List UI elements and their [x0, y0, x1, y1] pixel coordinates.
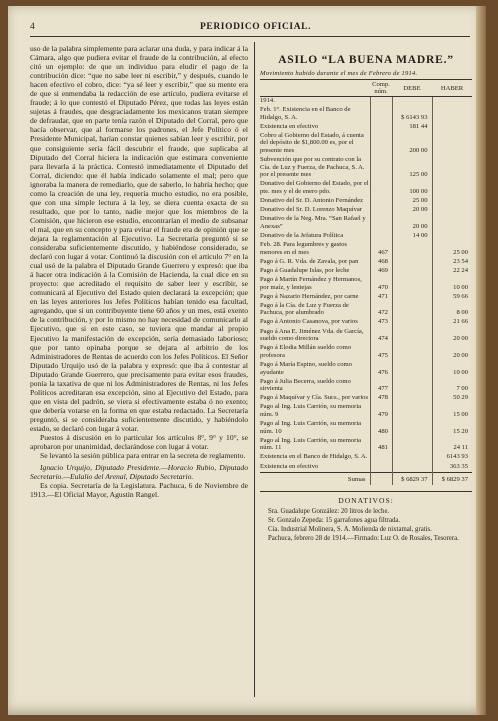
- debe-cell: [392, 267, 432, 276]
- comp-cell: 476: [370, 361, 392, 378]
- table-row: [260, 156, 472, 180]
- table-row: [260, 453, 472, 462]
- binding-edge: [476, 6, 486, 715]
- concept-cell: Existencia en efectivo: [260, 122, 319, 130]
- table-row: [260, 132, 472, 156]
- debe-cell: 100 00: [392, 180, 432, 197]
- sum-haber: $ 6829 37: [432, 472, 472, 485]
- donativos-title: DONATIVOS:: [260, 491, 472, 505]
- donativo-item: Sr. Gonzalo Zepeda: 15 garrafones agua filtrada.: [268, 516, 401, 524]
- debe-cell: 20 00: [392, 206, 432, 215]
- debe-cell: [392, 361, 432, 378]
- table-row: [260, 420, 472, 437]
- comp-cell: [370, 197, 392, 206]
- concept-cell: Pago al Ing. Luis Carrión, su memoria núm. 9: [260, 403, 362, 418]
- accounts-table: [260, 79, 472, 485]
- haber-cell: 15 00: [432, 403, 472, 420]
- debe-cell: [392, 241, 432, 258]
- donativo-item: Cía. Industrial Molinera, S. A. Molienda de nixtamal, gratis.: [268, 525, 432, 533]
- comp-cell: [370, 132, 392, 156]
- debe-cell: 25 00: [392, 197, 432, 206]
- table-row: [260, 302, 472, 319]
- debe-cell: [392, 453, 432, 462]
- comp-cell: [370, 180, 392, 197]
- haber-cell: 20 00: [432, 328, 472, 345]
- debe-cell: [392, 378, 432, 395]
- comp-cell: [370, 453, 392, 462]
- sum-debe: $ 6829 37: [392, 472, 432, 485]
- donativo-signature: Pachuca, febrero 28 de 1914.—Firmado: Luz O. de Rosales, Tesorera.: [268, 534, 459, 542]
- haber-cell: [432, 156, 472, 180]
- comp-cell: [370, 215, 392, 232]
- table-row: [260, 106, 472, 123]
- haber-cell: 10 00: [432, 361, 472, 378]
- concept-cell: Pago al Ing. Luis Carrión, su memoria núm. 10: [260, 420, 362, 435]
- concept-cell: Pago á Maquívar y Cía. Sucs., por varios: [260, 394, 369, 402]
- comp-cell: [370, 232, 392, 241]
- comp-cell: 468: [370, 258, 392, 267]
- concept-cell: Feb. 1°. Existencia en el Banco de Hidalgo, S. A.: [260, 106, 351, 121]
- comp-cell: [370, 97, 392, 107]
- concept-cell: 1914.: [260, 97, 275, 104]
- comp-cell: 467: [370, 241, 392, 258]
- concept-cell: Pago á G. R. Vda. de Zavala, por pan: [260, 257, 359, 265]
- debe-cell: $ 6143 93: [392, 106, 432, 123]
- comp-cell: [370, 106, 392, 123]
- certification: Es copia. Secretaría de la Legislatura. Pachuca, 6 de Noviembre de 1913.—El Oficial Mayor, Agustín Rangel.: [30, 481, 248, 500]
- debe-cell: [392, 344, 432, 361]
- col-debe-header: DEBE: [392, 80, 432, 97]
- table-row: [260, 267, 472, 276]
- concept-cell: Pago á Nazario Hernández, por carne: [260, 292, 359, 300]
- table-row: [260, 241, 472, 258]
- haber-cell: 6143 93: [432, 453, 472, 462]
- table-row: [260, 97, 472, 107]
- table-row: [260, 463, 472, 473]
- asilo-title: ASILO “LA BUENA MADRE.”: [278, 54, 454, 66]
- comp-cell: 481: [370, 437, 392, 454]
- debe-cell: 125 00: [392, 156, 432, 180]
- debe-cell: [392, 403, 432, 420]
- debe-cell: [392, 318, 432, 327]
- haber-cell: [432, 132, 472, 156]
- concept-cell: Feb. 28. Para legumbres y gastos menores en el mes: [260, 241, 347, 256]
- table-header-row: [260, 80, 472, 97]
- table-row: [260, 206, 472, 215]
- comp-cell: [370, 156, 392, 180]
- haber-cell: 22 24: [432, 267, 472, 276]
- accounts-body: [260, 97, 472, 473]
- haber-cell: [432, 232, 472, 241]
- table-row: [260, 276, 472, 293]
- sum-label: Sumas: [260, 472, 370, 485]
- haber-cell: [432, 197, 472, 206]
- table-row: [260, 318, 472, 327]
- debe-cell: 181 44: [392, 123, 432, 132]
- left-column: [30, 44, 248, 499]
- comp-cell: 475: [370, 344, 392, 361]
- comp-cell: 472: [370, 302, 392, 319]
- table-row: [260, 215, 472, 232]
- debe-cell: 14 00: [392, 232, 432, 241]
- sum-comp: [370, 472, 392, 485]
- concept-cell: Pago á Antonio Casanova, por varios: [260, 318, 358, 326]
- table-row: [260, 180, 472, 197]
- concept-cell: Existencia en el Banco de Hidalgo, S. A.: [260, 453, 368, 461]
- comp-cell: 470: [370, 276, 392, 293]
- debe-cell: 20 00: [392, 215, 432, 232]
- haber-cell: [432, 180, 472, 197]
- table-row: [260, 394, 472, 403]
- comp-cell: 477: [370, 378, 392, 395]
- haber-cell: 25 00: [432, 241, 472, 258]
- debe-cell: [392, 420, 432, 437]
- haber-cell: [432, 97, 472, 107]
- debe-cell: [392, 293, 432, 302]
- concept-cell: Pago á Ana E. Jiménez Vda. de García, sueldo como directora: [260, 327, 364, 343]
- haber-cell: 23 54: [432, 258, 472, 267]
- concept-cell: Donativo del Sr. D. Antonio Fernández: [260, 197, 364, 205]
- haber-cell: 10 00: [432, 276, 472, 293]
- table-row: [260, 197, 472, 206]
- table-row: [260, 403, 472, 420]
- concept-cell: Pago á Elodia Millán sueldo como profesora: [260, 344, 352, 359]
- concept-cell: Pago á la Cía. de Luz y Fuerza de Pachuca, por alumbrado: [260, 301, 349, 317]
- haber-cell: 50 29: [432, 394, 472, 403]
- comp-cell: 479: [370, 403, 392, 420]
- table-row: [260, 344, 472, 361]
- column-divider: [254, 42, 255, 697]
- newspaper-page: [8, 6, 486, 715]
- paragraph: Puestos á discusión en lo particular los artículos 8°, 9° y 10°, se aprobaron por unanimidad, declarándose con lugar á votar.: [30, 433, 248, 452]
- concept-cell: Donativo del Sr. D. Lorenzo Maquívar: [260, 206, 362, 214]
- comp-cell: 471: [370, 293, 392, 302]
- comp-cell: [370, 123, 392, 132]
- comp-cell: [370, 206, 392, 215]
- concept-cell: Pago á María Espino, sueldo como ayudante: [260, 360, 352, 376]
- concept-cell: Pago á Martín Fernández y Hermanos, por maíz, y lentejas: [260, 275, 362, 291]
- table-row: [260, 258, 472, 267]
- haber-cell: [432, 215, 472, 232]
- concept-cell: Pago al Ing. Luis Carrión, su memoria núm. 11: [260, 436, 362, 452]
- donativo-item: Sra. Guadalupe González: 20 litros de leche.: [268, 507, 390, 515]
- debe-cell: [392, 258, 432, 267]
- concept-cell: Donativo de la Neg. Mra. “San Rafael y Anexas”: [260, 215, 366, 230]
- debe-cell: [392, 302, 432, 319]
- debe-cell: [392, 463, 432, 473]
- signatures: Ignacio Urquijo, Diputado Presidente.—Horacio Rubio, Diputado Secretario.—Eulalio del Arenal, Diputado Secretario.: [30, 463, 248, 482]
- concept-cell: Pago á Guadalupe Islas, por leche: [260, 266, 350, 274]
- right-column: [260, 44, 472, 544]
- asilo-subtitle: Movimiento habido durante el mes de Febrero de 1914.: [260, 70, 418, 77]
- table-row: [260, 378, 472, 395]
- haber-cell: 8 00: [432, 302, 472, 319]
- page-header: [30, 22, 470, 36]
- haber-cell: [432, 123, 472, 132]
- paragraph: uso de la palabra simplemente para aclarar una duda, y para indicar á la Cámara, algo que pudiera evitar el fraude de la contribución, al efecto citó un ejemplo: de que un individuo para eludir el pago de la contribución dice: “que no sabe leer ni escribir,” y después, cuando le hacen efectivo el cobro, dice: “ya sé leer y escribir,” que su mente era de que si enmendaba la redacción de ese artículo, pudiera evitarse el fraude; á lo que contestó el Diputado Pérez, que todas las leyes están sujetas á fraudes, que desgraciadamente los mexicanos tratan siempre de defraudar, que en parte tenía razón el Diputado del Corral, pero que hacía observar, que al formarse los padrones, el Jefe Político ó el Presidente Municipal, harían constar quienes sabían leer y escribir, por que consiguiente sería fácil descubrir el fraude, que suplicaba al Diputado del Corral hiciera la indicación que estimara conveniente para llevarla á la práctica. Contestó inmediatamente el Diputado del Corral, diciendo: que él había indicado solamente el mal; pero que ignoraba la manera de remediarlo, que de saberlo, lo habría hecho; que como la creación de una ley, requería mucho estudio, no era posible, que con una simple lectura á la ley, se diera cuenta exacta de su resultado, que por lo tanto, nadie mejor que los miembros de la Comisión, que hicieron ese estudio, encontrarían el medio de subsanar el mal, que en su concepto y para evitar el fraude era de opinión que se dejara la reglamentación al Ejecutivo. La Secretaría preguntó si se consideraba suficientemente discutido, y habiéndose considerado, se declaró con lugar á votar. Continuó la discusión con el artículo 7° en la cual usó de la palabra el Diputado Grande Guerrero y expresó: que iba á hacer otra indicación á la Comisión de Hacienda, la cual dice en su proyecto: que acreditado el requisito de saber leer y escribir, se comunicará al Ejecutivo del Estado quien declarará la excepción; que en las leyes anteriores los Jefes Políticos habían tenido esa facultad, agregando, que si un contribuyente tiene 60 años y un mes, está exento de la contribución, y por lo mismo no hay necesidad de comunicarlo al Ejecutivo, que si en este caso, se tuviera que mandar al propio Ejecutivo la manifestación de excepción, sería demasiado laborioso; que por tanto opinaba porque se dejara al arbitrio de los Administradores de Rentas de acuerdo con los Jefes Políticos. El Señor Diputado Urquijo usó de la palabra y expresó: que iba á contestar al Diputado Grande Guerrero, que precisamente para evitar esos fraudes, ponía la taxativa de que ni los Administradores de Rentas, ni los Jefes Políticos acreditaran esa excepción, sino al Ejecutivo del Estado, para que en vista del padrón, se viera si efectivamente estaba ó no exento; que debería votarse en la forma en que estaba redactado. La Secretaría preguntó, si se consideraba suficientemente discutido, y habiéndolo estado, se declaró con lugar á votar.: [30, 44, 248, 433]
- haber-cell: 21 66: [432, 318, 472, 327]
- table-row: [260, 293, 472, 302]
- haber-cell: 59 66: [432, 293, 472, 302]
- haber-cell: [432, 106, 472, 123]
- concept-cell: Donativo de la Jefatura Política: [260, 232, 344, 239]
- header-rule: [30, 36, 470, 37]
- debe-cell: [392, 328, 432, 345]
- debe-cell: [392, 437, 432, 454]
- comp-cell: 480: [370, 420, 392, 437]
- table-row: [260, 232, 472, 241]
- page-number: 4: [30, 22, 35, 32]
- col-haber-header: HABER: [432, 80, 472, 97]
- haber-cell: 15 20: [432, 420, 472, 437]
- debe-cell: 200 00: [392, 132, 432, 156]
- col-concept-header: [260, 80, 370, 97]
- paragraph: Se levantó la sesión pública para entrar en la secreta de reglamento.: [40, 451, 246, 461]
- concept-cell: Subvención que por su contrato con la Cía. de Luz y Fuerza, de Pachuca, S. A. por el presente mes: [260, 156, 365, 179]
- publication-title: PERIODICO OFICIAL.: [200, 22, 312, 32]
- debe-cell: [392, 97, 432, 107]
- haber-cell: 20 00: [432, 344, 472, 361]
- concept-cell: Cobro al Gobierno del Estado, á cuenta del depósito de $1,800.00 es, por el presente mes: [260, 131, 364, 155]
- comp-cell: [370, 463, 392, 473]
- table-row: [260, 361, 472, 378]
- haber-cell: 7 00: [432, 378, 472, 395]
- sum-row: [260, 472, 472, 485]
- table-row: [260, 123, 472, 132]
- comp-cell: 474: [370, 328, 392, 345]
- haber-cell: [432, 206, 472, 215]
- comp-cell: 478: [370, 394, 392, 403]
- table-row: [260, 328, 472, 345]
- concept-cell: Donativo del Gobierno del Estado, por el pte. mes y el de enero pdo.: [260, 180, 369, 196]
- haber-cell: 363 35: [432, 463, 472, 473]
- concept-cell: Existencia en efectivo: [260, 462, 319, 470]
- debe-cell: [392, 394, 432, 403]
- concept-cell: Pago á Julia Becerra, sueldo como sirvienta: [260, 377, 351, 393]
- col-comp-header: Comp. núm.: [370, 80, 392, 97]
- haber-cell: 24 11: [432, 437, 472, 454]
- comp-cell: 473: [370, 318, 392, 327]
- table-row: [260, 437, 472, 454]
- comp-cell: 469: [370, 267, 392, 276]
- debe-cell: [392, 276, 432, 293]
